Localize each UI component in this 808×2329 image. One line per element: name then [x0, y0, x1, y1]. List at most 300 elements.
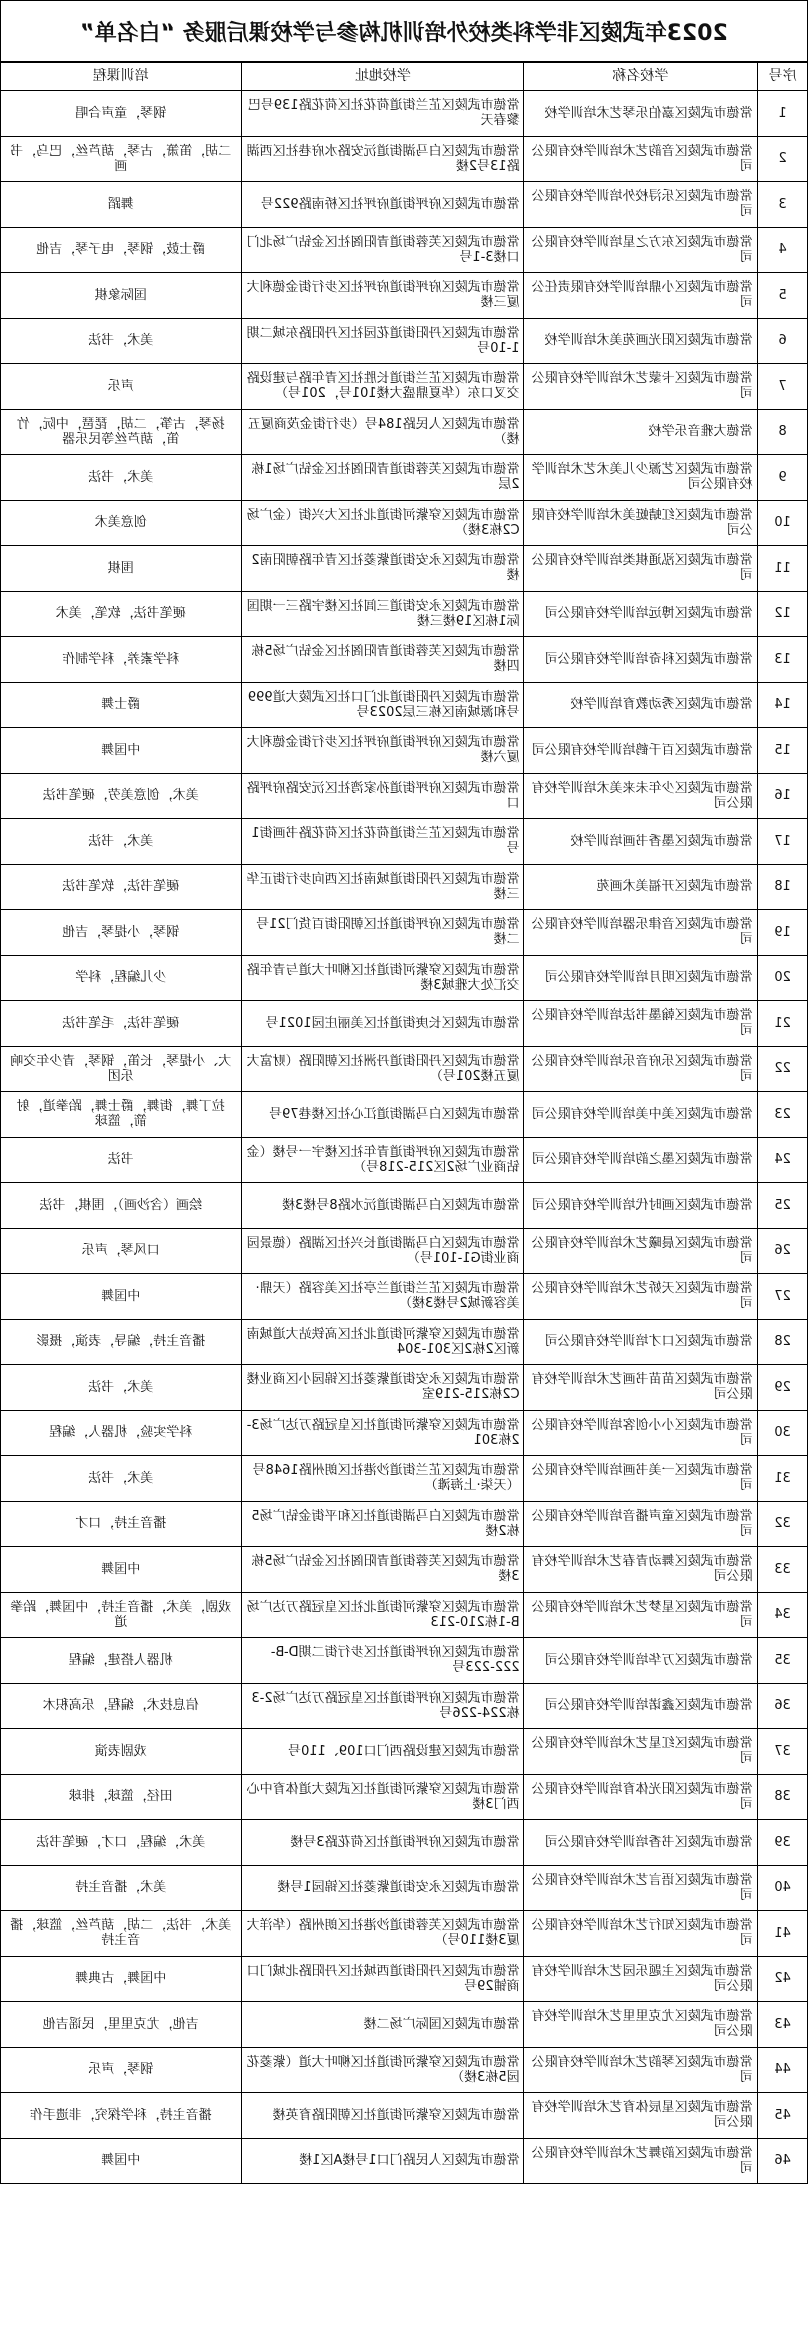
address-cell [241, 1183, 524, 1229]
school-name-cell-text: 常德市武陵区东方之星培训学校有限公司 [531, 234, 753, 265]
row-number-cell [757, 1774, 807, 1820]
school-name-cell [524, 318, 758, 364]
address-cell [241, 910, 524, 956]
course-cell [1, 1137, 242, 1183]
school-name-cell-text: 常德市武陵区阳光画苑美术培训学校 [544, 333, 753, 349]
course-cell-text: 中国舞 [101, 1561, 141, 1577]
table-row [1, 1501, 808, 1547]
table-row [1, 2047, 808, 2093]
address-cell [241, 364, 524, 410]
course-cell [1, 1410, 242, 1456]
table-row [1, 591, 808, 637]
course-cell-text: 硬笔书法，软笔，美术 [55, 606, 186, 622]
address-cell [241, 91, 524, 137]
school-name-cell [524, 136, 758, 182]
school-name-cell [524, 1001, 758, 1047]
school-name-cell-text: 常德市武陵区尤克里里艺术培训学校有限公司 [531, 2009, 753, 2040]
course-cell [1, 1456, 242, 1502]
address-cell [241, 1501, 524, 1547]
school-name-cell [524, 1046, 758, 1092]
address-cell [241, 1092, 524, 1138]
address-cell-text: 常德市武陵区府坪街道社区朝阳街百货门21号二楼 [255, 917, 520, 948]
address-cell-text: 常德市武陵区白马湖街道江心社区楼巷79号 [268, 1106, 520, 1122]
school-name-cell-text: 常德市武陵区科奇培训学校有限公司 [544, 651, 753, 667]
address-cell [241, 136, 524, 182]
school-name-cell [524, 2047, 758, 2093]
school-name-cell [524, 637, 758, 683]
course-cell [1, 1820, 242, 1866]
course-cell-text: 美术，书法 [88, 1470, 154, 1486]
course-cell [1, 773, 242, 819]
course-cell-text: 中国舞 [101, 2153, 141, 2169]
address-cell [241, 1365, 524, 1411]
school-name-cell [524, 1592, 758, 1638]
school-name-cell-text: 常德大雅音乐学校 [648, 424, 753, 440]
address-cell [241, 1410, 524, 1456]
table-row [1, 409, 808, 455]
row-number-cell-text: 35 [774, 1652, 791, 1668]
row-number-cell-text: 10 [774, 515, 791, 531]
course-cell [1, 136, 242, 182]
course-cell-text: 戏剧表演 [94, 1743, 147, 1759]
course-cell [1, 819, 242, 865]
table-row [1, 318, 808, 364]
row-number-cell-text: 46 [774, 2153, 791, 2169]
table-row [1, 1456, 808, 1502]
table-row [1, 1046, 808, 1092]
row-number-cell [757, 318, 807, 364]
row-number-cell [757, 1137, 807, 1183]
table-row [1, 728, 808, 774]
school-name-cell-text: 常德市武陵区墨之韵培训学校有限公司 [531, 1152, 753, 1168]
table-row [1, 1683, 808, 1729]
document-title-row [0, 0, 808, 62]
address-cell-text: 常德市武陵区府坪街道社区皇冠路万达广场2-3栋224-226号 [250, 1690, 520, 1721]
address-cell [241, 864, 524, 910]
row-number-cell-text: 31 [774, 1470, 791, 1486]
school-name-cell-text: 常德市武陵区音律乐器培训学校有限公司 [531, 917, 753, 948]
row-number-cell [757, 2002, 807, 2048]
course-cell [1, 1365, 242, 1411]
address-cell [241, 2002, 524, 2048]
course-cell-text: 二胡，笛箫，古琴，葫芦丝，巴乌，书画 [10, 143, 232, 174]
row-number-cell [757, 682, 807, 728]
address-cell [241, 1137, 524, 1183]
row-number-cell-text: 23 [774, 1106, 791, 1122]
address-cell-text: 常德市武陵区白马湖街道沅水路8号楼3楼 [281, 1197, 520, 1213]
row-number-cell [757, 591, 807, 637]
school-name-cell [524, 728, 758, 774]
school-name-cell-text: 常德市武陵区小小创客培训学校有限公司 [531, 1417, 753, 1448]
row-number-cell [757, 1501, 807, 1547]
course-cell-text: 科学实验，机器人，编程 [49, 1425, 193, 1441]
address-cell-text: 常德市武陵区府坪街道府坪社区桥南路922号 [260, 196, 520, 212]
address-cell [241, 1319, 524, 1365]
course-cell-text: 美术，创意美劳，硬笔书法 [42, 788, 199, 804]
row-number-cell [757, 819, 807, 865]
course-cell [1, 1865, 242, 1911]
row-number-cell-text: 30 [774, 1425, 791, 1441]
row-number-cell [757, 273, 807, 319]
school-name-cell [524, 1456, 758, 1502]
header-address: 学校地址 [241, 63, 524, 91]
school-name-cell [524, 1638, 758, 1684]
course-cell [1, 1729, 242, 1775]
course-cell-text: 机器人搭建，编程 [68, 1652, 173, 1668]
school-name-cell-text: 常德市武陵区乐府音乐培训学校有限公司 [531, 1053, 753, 1084]
course-cell [1, 955, 242, 1001]
table-row [1, 1365, 808, 1411]
course-cell-text: 中国舞 [101, 742, 141, 758]
school-name-cell-text: 常德市武陵区开福美术画苑 [596, 879, 753, 895]
school-name-cell [524, 1729, 758, 1775]
course-cell-text: 科学素养，科学制作 [62, 651, 180, 667]
row-number-cell [757, 455, 807, 501]
row-number-cell-text: 17 [774, 833, 791, 849]
school-name-cell-text: 常德市武陵区秀动教育培训学校 [570, 697, 753, 713]
address-cell-text: 常德市武陵区芙蓉街道青阳阁社区金钻广场5栋3楼 [250, 1554, 520, 1585]
course-cell-text: 信息技术，编程，乐高积木 [42, 1698, 199, 1714]
row-number-cell-text: 34 [774, 1607, 791, 1623]
school-name-cell [524, 2093, 758, 2139]
address-cell [241, 1820, 524, 1866]
school-name-cell-text: 常德市武陵区一美书画培训学校有限公司 [531, 1463, 753, 1494]
course-cell-text: 爵士鼓，钢琴，电子琴，吉他 [36, 242, 206, 258]
school-name-cell [524, 1319, 758, 1365]
course-cell-text: 戏剧，美术，播音主持，中国舞，跆拳道 [10, 1599, 232, 1630]
row-number-cell [757, 1001, 807, 1047]
address-cell-text: 常德市武陵区永安街道三闾社区楼宇路三一期国际1栋区19楼三楼 [246, 598, 520, 629]
school-name-cell [524, 2002, 758, 2048]
table-row [1, 500, 808, 546]
table-row [1, 455, 808, 501]
course-cell-text: 美术，书法 [88, 333, 154, 349]
row-number-cell-text: 22 [774, 1061, 791, 1077]
school-name-cell-text: 常德市武陵区嘉伯乐琴艺术培训学校 [544, 105, 753, 121]
course-cell [1, 1319, 242, 1365]
school-name-cell-text: 常德市武陵区美中美培训学校有限公司 [531, 1106, 753, 1122]
course-cell-text: 播音主持，口才 [75, 1516, 167, 1532]
course-cell-text: 钢琴，声乐 [88, 2062, 154, 2078]
row-number-cell [757, 1183, 807, 1229]
table-row [1, 1410, 808, 1456]
row-number-cell-text: 21 [774, 1015, 791, 1031]
address-cell [241, 1638, 524, 1684]
table-row [1, 273, 808, 319]
address-cell-text: 常德市武陵区芷兰街道兰亭社区美容路（天鼎·美容新城2号楼3楼） [255, 1281, 520, 1312]
course-cell [1, 728, 242, 774]
course-cell [1, 1092, 242, 1138]
course-cell-text: 创意美术 [94, 515, 147, 531]
address-cell-text: 常德市武陵区府坪街道府坪社区步行街金德利大厦六楼 [246, 735, 520, 766]
school-name-cell-text: 常德市武陵区卡蒙艺术培训学校有限公司 [531, 371, 753, 402]
row-number-cell-text: 8 [778, 424, 787, 440]
row-number-cell-text: 5 [778, 287, 787, 303]
row-number-cell-text: 26 [774, 1243, 791, 1259]
table-row [1, 1274, 808, 1320]
course-cell-text: 美术，编程，口才，硬笔书法 [36, 1834, 206, 1850]
address-cell [241, 1456, 524, 1502]
course-cell-text: 硬笔书法，毛笔书法 [62, 1015, 180, 1031]
school-name-cell [524, 409, 758, 455]
row-number-cell [757, 1228, 807, 1274]
table-row [1, 1001, 808, 1047]
school-name-cell-text: 常德市武陵区书香培训学校有限公司 [544, 1834, 753, 1850]
row-number-cell [757, 637, 807, 683]
row-number-cell-text: 44 [774, 2062, 791, 2078]
school-name-cell-text: 常德市武陵区舞动青春艺术培训学校有限公司 [531, 1554, 753, 1585]
course-cell [1, 2047, 242, 2093]
row-number-cell [757, 1592, 807, 1638]
row-number-cell-text: 1 [778, 105, 787, 121]
school-name-cell [524, 182, 758, 228]
address-cell [241, 318, 524, 364]
course-cell [1, 682, 242, 728]
row-number-cell [757, 1956, 807, 2002]
school-name-cell-text: 常德市武陵区主题乐园艺术培训学校有限公司 [531, 1963, 753, 1994]
table-row [1, 1956, 808, 2002]
school-name-cell [524, 1820, 758, 1866]
table-row [1, 682, 808, 728]
row-number-cell-text: 12 [774, 606, 791, 622]
school-name-cell [524, 819, 758, 865]
row-number-cell-text: 33 [774, 1561, 791, 1577]
header-name: 学校名称 [524, 63, 758, 91]
school-name-cell [524, 1956, 758, 2002]
address-cell-text: 常德市武陵区永安街道紫菱社区青年路朝阳南2楼 [250, 553, 520, 584]
address-cell [241, 1046, 524, 1092]
row-number-cell-text: 2 [778, 151, 787, 167]
row-number-cell [757, 1410, 807, 1456]
address-cell [241, 1774, 524, 1820]
school-name-cell-text: 常德市武陵区画时代培训学校有限公司 [531, 1197, 753, 1213]
course-cell [1, 227, 242, 273]
address-cell-text: 常德市武陵区府坪街道孙家湾社区沅安路府坪路口 [246, 780, 520, 811]
row-number-cell [757, 364, 807, 410]
address-cell-text: 常德市武陵区芙蓉街道青阳阁社区金钻广场北门口楼3-1号 [246, 234, 520, 265]
school-name-cell-text: 常德市武陵区琴韵艺术培训学校有限公司 [531, 2054, 753, 2085]
row-number-cell-text: 3 [778, 196, 787, 212]
course-cell-text: 美术，书法 [88, 1379, 154, 1395]
table-row [1, 136, 808, 182]
row-number-cell-text: 45 [774, 2107, 791, 2123]
course-cell [1, 546, 242, 592]
school-name-cell [524, 1092, 758, 1138]
address-cell-text: 常德市武陵区永安街道紫菱社区锦园小区商业楼C2栋215-219室 [246, 1372, 520, 1403]
address-cell-text: 常德市武陵区府坪街道府坪社区步行街金德利大厦三楼 [246, 280, 520, 311]
course-cell-text: 大、小提琴，长笛，钢琴，青少年交响乐团 [10, 1053, 232, 1084]
school-name-cell [524, 1365, 758, 1411]
course-cell [1, 637, 242, 683]
school-name-cell [524, 455, 758, 501]
course-cell [1, 409, 242, 455]
school-name-cell-text: 常德市武陵区知行艺术培训学校有限公司 [531, 1918, 753, 1949]
address-cell-text: 常德市武陵区建设路西门口109、110号 [287, 1743, 520, 1759]
school-name-cell [524, 500, 758, 546]
table-row [1, 1820, 808, 1866]
address-cell-text: 常德市武陵区芷兰街道长胜社区青年路与建设路交叉口东（华夏鼎盛大楼101号，201号） [246, 371, 520, 402]
course-cell-text: 口风琴，声乐 [81, 1243, 160, 1259]
table-row [1, 2138, 808, 2184]
course-cell-text: 美术，书法 [88, 469, 154, 485]
course-cell [1, 1274, 242, 1320]
address-cell-text: 常德市武陵区穿紫河街道社区柳叶大道（紫菱花园5栋3楼） [246, 2054, 520, 2085]
course-cell [1, 364, 242, 410]
address-cell-text: 常德市武陵区人民路门口1号楼A区1楼 [298, 2153, 520, 2169]
address-cell [241, 182, 524, 228]
row-number-cell [757, 728, 807, 774]
course-cell-text: 钢琴，童声合唱 [75, 105, 167, 121]
school-name-cell-text: 常德市武陵区口才培训学校有限公司 [544, 1334, 753, 1350]
address-cell [241, 819, 524, 865]
school-name-cell [524, 1547, 758, 1593]
school-name-cell [524, 1274, 758, 1320]
course-cell [1, 1683, 242, 1729]
row-number-cell [757, 1729, 807, 1775]
row-number-cell-text: 40 [774, 1880, 791, 1896]
table-row [1, 227, 808, 273]
address-cell-text: 常德市武陵区穿紫河街道北社区高铁站大道城南新区2栋2区301-304 [246, 1326, 520, 1357]
course-cell-text: 美术，书法 [88, 833, 154, 849]
course-cell [1, 1046, 242, 1092]
school-name-cell [524, 227, 758, 273]
course-cell [1, 1774, 242, 1820]
course-cell [1, 910, 242, 956]
table-row [1, 1638, 808, 1684]
school-name-cell [524, 1911, 758, 1957]
address-cell [241, 500, 524, 546]
course-cell [1, 1183, 242, 1229]
row-number-cell [757, 2093, 807, 2139]
header-course: 培训课程 [1, 63, 242, 91]
address-cell [241, 1911, 524, 1957]
table-row [1, 637, 808, 683]
address-cell [241, 1001, 524, 1047]
table-row [1, 773, 808, 819]
course-cell-text: 拉丁舞，街舞，爵士舞，跆拳道，射箭，篮球 [16, 1099, 225, 1130]
row-number-cell [757, 1683, 807, 1729]
course-cell [1, 864, 242, 910]
row-number-cell-text: 38 [774, 1789, 791, 1805]
table-row [1, 819, 808, 865]
address-cell [241, 955, 524, 1001]
row-number-cell [757, 864, 807, 910]
school-name-cell [524, 273, 758, 319]
school-name-cell [524, 364, 758, 410]
address-cell [241, 1592, 524, 1638]
address-cell-text: 常德市武陵区穿紫河街道北社区皇冠路万达广场B-1栋210-213 [246, 1599, 520, 1630]
school-name-cell-text: 常德市武陵区天娇艺术培训学校有限公司 [531, 1281, 753, 1312]
row-number-cell-text: 20 [774, 970, 791, 986]
course-cell [1, 318, 242, 364]
school-name-cell [524, 682, 758, 728]
table-row [1, 1183, 808, 1229]
course-cell-text: 绘画（含沙画），围棋，书法 [39, 1197, 203, 1213]
address-cell-text: 常德市武陵区芷兰街道荷花社区荷花路书画街1号 [250, 826, 520, 857]
school-name-cell-text: 常德市武陵区语言艺术培训学校有限公司 [531, 1872, 753, 1903]
school-name-cell [524, 864, 758, 910]
course-cell-text: 中国舞 [101, 1288, 141, 1304]
row-number-cell [757, 773, 807, 819]
row-number-cell [757, 1319, 807, 1365]
row-number-cell [757, 182, 807, 228]
address-cell-text: 常德市武陵区白马湖街道社区和平街金钻广场5栋2楼 [250, 1508, 520, 1539]
address-cell-text: 常德市武陵区穿紫河街道社区朝阳路育英楼 [272, 2107, 520, 2123]
table-row [1, 1228, 808, 1274]
school-name-cell-text: 常德市武陵区晨曦艺术培训学校有限公司 [531, 1235, 753, 1266]
row-number-cell-text: 43 [774, 2016, 791, 2032]
table-row [1, 1137, 808, 1183]
school-name-cell-text: 常德市武陵区韵舞艺术培训学校有限公司 [531, 2145, 753, 2176]
table-row [1, 364, 808, 410]
school-name-cell-text: 常德市武陵区红星艺术培训学校有限公司 [531, 1736, 753, 1767]
course-cell-text: 美术，书法，二胡，葫芦丝，篮球，播音主持 [10, 1918, 232, 1949]
course-cell [1, 455, 242, 501]
school-name-cell [524, 546, 758, 592]
row-number-cell-text: 16 [774, 788, 791, 804]
row-number-cell [757, 1046, 807, 1092]
header-no: 序号 [757, 63, 807, 91]
address-cell-text: 常德市武陵区穿紫河街道社区武陵大道体育中心西门3楼 [246, 1781, 520, 1812]
whitelist-table [0, 62, 808, 2184]
address-cell-text: 常德市武陵区芙蓉街道青阳阁社区金钻广场5栋四楼 [250, 644, 520, 675]
address-cell-text: 常德市武陵区永安街道紫菱社区锦园1号楼 [276, 1880, 520, 1896]
table-row [1, 182, 808, 228]
course-cell-text: 少儿编程，科学 [75, 970, 167, 986]
school-name-cell [524, 1774, 758, 1820]
table-row [1, 91, 808, 137]
course-cell-text: 爵士舞 [101, 697, 141, 713]
table-row [1, 955, 808, 1001]
school-name-cell [524, 1183, 758, 1229]
address-cell-text: 常德市武陵区府坪街道社区荷花路3号楼 [289, 1834, 520, 1850]
course-cell-text: 播音主持，科学探究，非遗手作 [29, 2107, 212, 2123]
row-number-cell [757, 1820, 807, 1866]
row-number-cell [757, 1456, 807, 1502]
school-name-cell [524, 910, 758, 956]
row-number-cell-text: 18 [774, 879, 791, 895]
address-cell [241, 637, 524, 683]
course-cell-text: 声乐 [107, 378, 134, 394]
row-number-cell-text: 28 [774, 1334, 791, 1350]
row-number-cell-text: 37 [774, 1743, 791, 1759]
address-cell-text: 常德市武陵区白马湖街道沅安路水府巷社区西湖路13号2楼 [246, 143, 520, 174]
row-number-cell-text: 9 [778, 469, 787, 485]
address-cell [241, 1956, 524, 2002]
course-cell [1, 1501, 242, 1547]
school-name-cell-text: 常德市武陵区红蜻蜓美术培训学校有限公司 [531, 507, 753, 538]
school-name-cell-text: 常德市武陵区阳光体育培训学校有限公司 [531, 1781, 753, 1812]
school-name-cell-text: 常德市武陵区百千鹤培训学校有限公司 [531, 742, 753, 758]
row-number-cell [757, 227, 807, 273]
course-cell-text: 播音主持，编导，表演，摄影 [36, 1334, 206, 1350]
table-row [1, 864, 808, 910]
row-number-cell-text: 19 [774, 924, 791, 940]
school-name-cell [524, 1865, 758, 1911]
address-cell [241, 682, 524, 728]
table-row [1, 1729, 808, 1775]
row-number-cell-text: 32 [774, 1516, 791, 1532]
course-cell [1, 1547, 242, 1593]
row-number-cell-text: 6 [778, 333, 787, 349]
row-number-cell [757, 546, 807, 592]
school-name-cell-text: 常德市武陵区小鼎培训学校有限责任公司 [531, 280, 753, 311]
address-cell [241, 1865, 524, 1911]
row-number-cell-text: 42 [774, 1971, 791, 1987]
row-number-cell [757, 1365, 807, 1411]
address-cell [241, 1228, 524, 1274]
school-name-cell-text: 常德市武陵区音韵艺术培训学校有限公司 [531, 143, 753, 174]
